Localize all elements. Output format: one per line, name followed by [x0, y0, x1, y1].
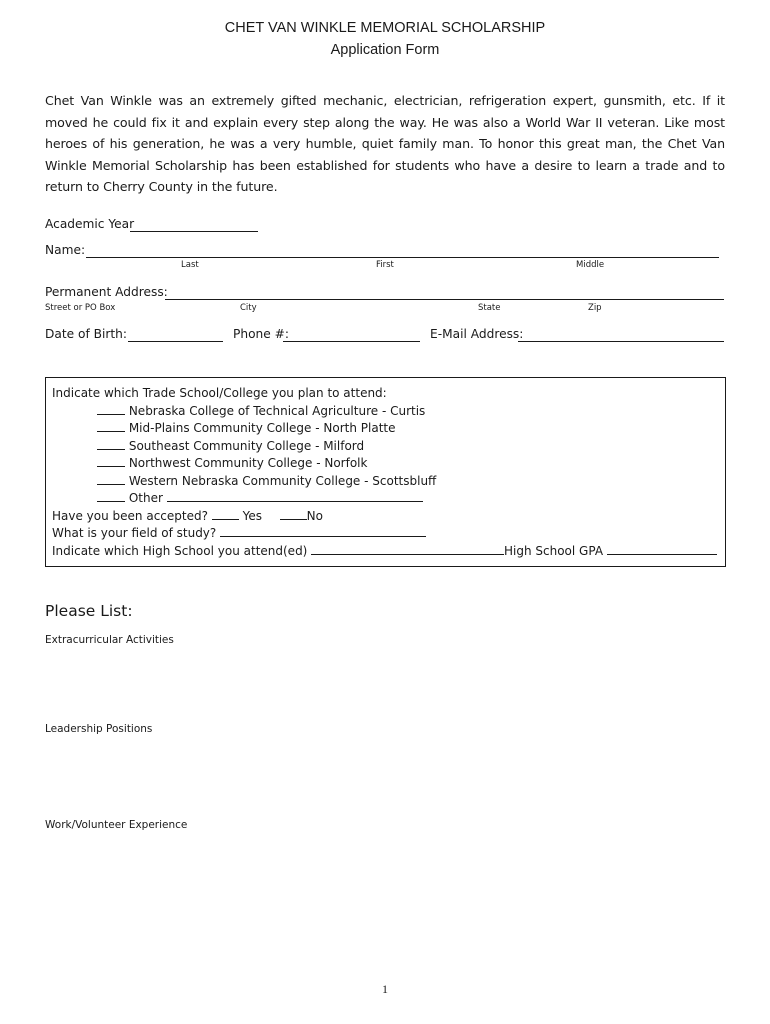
school-option-label: Northwest Community College - Norfolk: [128, 456, 368, 470]
school-option-label: Western Nebraska Community College - Scottsbluff: [128, 474, 437, 488]
accepted-label: Have you been accepted?: [52, 509, 208, 523]
field-of-study-row: [52, 525, 426, 540]
street-caption: Street or PO Box: [45, 303, 116, 313]
email-label: E-Mail Address:: [430, 327, 524, 341]
school-option-blank[interactable]: [97, 473, 125, 485]
leadership-label: Leadership Positions: [45, 723, 153, 735]
email-field[interactable]: [518, 341, 724, 342]
accepted-yes-blank[interactable]: [212, 508, 239, 520]
gpa-field[interactable]: [607, 543, 717, 555]
name-first-caption: First: [376, 260, 394, 270]
school-option-blank[interactable]: [97, 403, 125, 415]
extracurricular-label: Extracurricular Activities: [45, 634, 174, 646]
permanent-address-field[interactable]: [165, 299, 724, 300]
name-field[interactable]: [86, 257, 719, 258]
high-school-label: Indicate which High School you attend(ed): [52, 544, 308, 558]
phone-field[interactable]: [283, 341, 420, 342]
phone-label: Phone #:: [233, 327, 289, 341]
accepted-no-label: No: [306, 509, 323, 523]
city-caption: City: [240, 303, 257, 313]
gpa-label: High School GPA: [504, 544, 604, 558]
accepted-no-blank[interactable]: [280, 508, 307, 520]
state-caption: State: [478, 303, 501, 313]
school-option: [97, 473, 436, 488]
form-subtitle: Application Form: [330, 42, 440, 58]
academic-year-label: Academic Year: [45, 217, 135, 231]
accepted-yes-label: Yes: [242, 509, 262, 523]
school-option-label: Southeast Community College - Milford: [128, 439, 365, 453]
name-label: Name:: [45, 243, 86, 257]
zip-caption: Zip: [588, 303, 602, 313]
school-option-label: Nebraska College of Technical Agriculture - Curtis: [128, 404, 426, 418]
work-volunteer-label: Work/Volunteer Experience: [45, 819, 188, 831]
school-prompt: Indicate which Trade School/College you plan to attend:: [52, 386, 387, 400]
name-last-caption: Last: [181, 260, 199, 270]
accepted-row: [52, 508, 323, 523]
school-option-label: Other: [128, 491, 163, 505]
school-option-label: Mid-Plains Community College - North Platte: [128, 421, 396, 435]
field-of-study-label: What is your field of study?: [52, 526, 217, 540]
high-school-field[interactable]: [311, 543, 504, 555]
school-option-blank[interactable]: [97, 420, 125, 432]
other-school-field[interactable]: [167, 490, 423, 502]
school-option-blank[interactable]: [97, 490, 125, 502]
academic-year-field[interactable]: [130, 231, 258, 232]
school-option: [97, 438, 364, 453]
permanent-address-label: Permanent Address:: [45, 285, 168, 299]
school-option-blank[interactable]: [97, 438, 125, 450]
school-option: [97, 455, 367, 470]
dob-field[interactable]: [128, 341, 223, 342]
school-option-blank[interactable]: [97, 455, 125, 467]
gpa-row: [504, 543, 717, 558]
field-of-study-field[interactable]: [220, 525, 426, 537]
please-list-heading: Please List:: [45, 602, 133, 620]
high-school-row: [52, 543, 504, 558]
school-option: [97, 420, 395, 435]
intro-paragraph: Chet Van Winkle was an extremely gifted mechanic, electrician, refrigeration expert, gunsmith, etc. If it moved he could fix it and explain every step along the way. He was also a World War II veteran. Like most heroes of his generation, he was a very humble, quiet family man. To honor this great man, the Chet Van Winkle Memorial Scholarship has been established for students who have a desire to learn a trade and to return to Cherry County in the future.: [45, 93, 725, 194]
page-number: 1: [382, 982, 388, 996]
school-option: [97, 403, 425, 418]
name-middle-caption: Middle: [576, 260, 605, 270]
dob-label: Date of Birth:: [45, 327, 127, 341]
school-option-other: [97, 490, 423, 505]
form-title: CHET VAN WINKLE MEMORIAL SCHOLARSHIP: [224, 20, 546, 36]
school-selection-box: [45, 377, 726, 567]
